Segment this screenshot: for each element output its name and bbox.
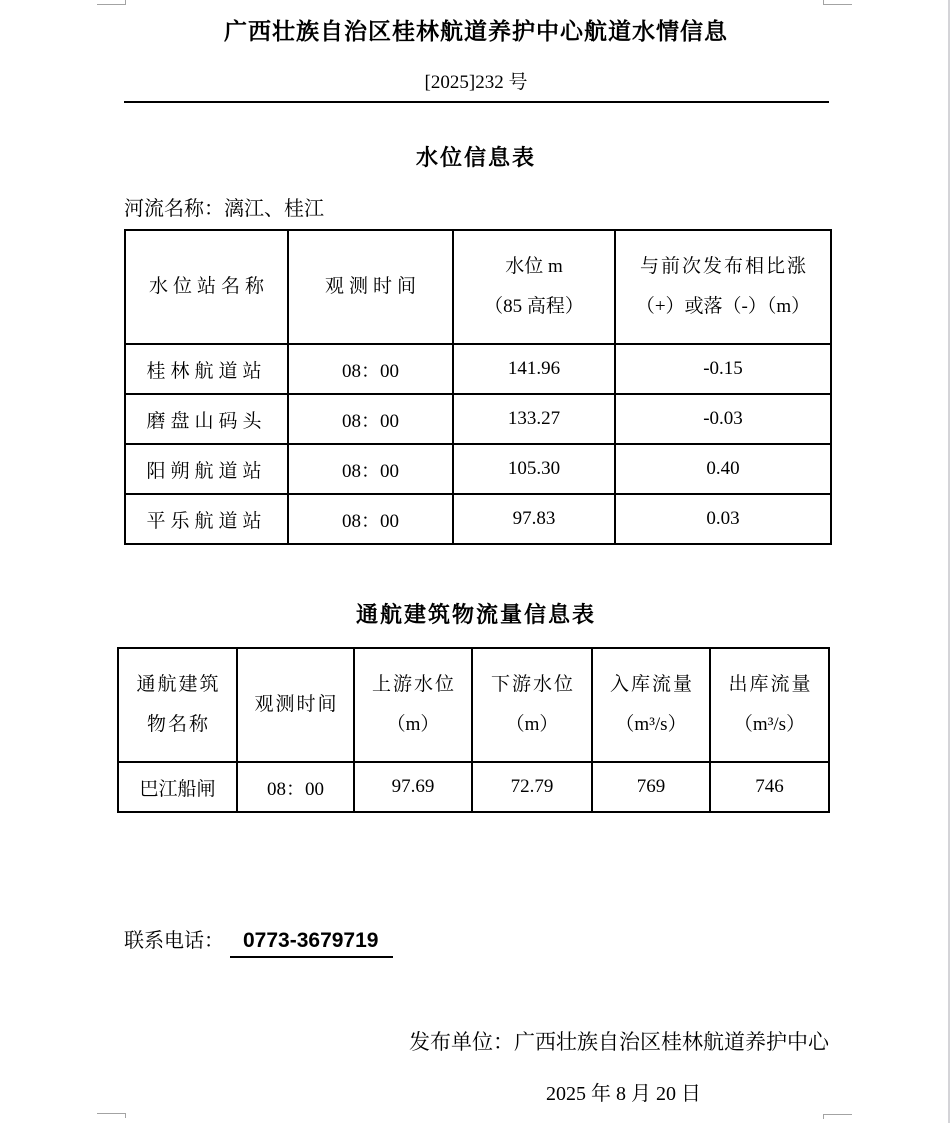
- structure-name-cell: 巴江船闸: [118, 762, 237, 812]
- table-row: [125, 344, 831, 394]
- change-cell: 0.40: [615, 444, 831, 494]
- margin-crop-mark-top-right: [823, 0, 852, 5]
- river-name-line: 河流名称：漓江、桂江: [124, 198, 324, 220]
- station-name-cell: 平乐航道站: [125, 494, 288, 544]
- flow-table-header-row: [118, 648, 829, 762]
- header-inflow: 入库流量 （m³/s）: [592, 648, 710, 762]
- header-water-level: 水位 m （85 高程）: [453, 230, 615, 344]
- time-cell: 08：00: [288, 444, 453, 494]
- water-table-header-row: [125, 230, 831, 344]
- level-cell: 141.96: [453, 344, 615, 394]
- header-station-name: 水位站名称: [125, 230, 288, 344]
- time-cell: 08：00: [288, 344, 453, 394]
- time-cell: 08：00: [237, 762, 354, 812]
- level-cell: 97.83: [453, 494, 615, 544]
- table-row: [125, 444, 831, 494]
- level-cell: 133.27: [453, 394, 615, 444]
- table-row: [125, 394, 831, 444]
- table-row: [118, 762, 829, 812]
- downstream-level-cell: 72.79: [472, 762, 592, 812]
- header-downstream-level: 下游水位 （m）: [472, 648, 592, 762]
- flow-info-table: [117, 647, 830, 813]
- contact-phone-number: 0773-3679719: [230, 929, 393, 958]
- station-name-cell: 阳朔航道站: [125, 444, 288, 494]
- upstream-level-cell: 97.69: [354, 762, 472, 812]
- contact-label: 联系电话：: [124, 930, 224, 952]
- time-cell: 08：00: [288, 494, 453, 544]
- margin-crop-mark-bottom-right: [823, 1114, 852, 1119]
- document-title: 广西壮族自治区桂林航道养护中心航道水情信息: [224, 19, 728, 44]
- water-level-table: [124, 229, 832, 545]
- header-outflow: 出库流量 （m³/s）: [710, 648, 829, 762]
- margin-crop-mark-top-left: [97, 0, 126, 5]
- change-cell: -0.03: [615, 394, 831, 444]
- station-name-cell: 磨盘山码头: [125, 394, 288, 444]
- station-name-cell: 桂林航道站: [125, 344, 288, 394]
- header-observation-time: 观测时间: [237, 648, 354, 762]
- publisher-line: 发布单位：广西壮族自治区桂林航道养护中心: [409, 1030, 829, 1054]
- time-cell: 08：00: [288, 394, 453, 444]
- change-cell: 0.03: [615, 494, 831, 544]
- publish-date: 2025 年 8 月 20 日: [546, 1083, 701, 1105]
- title-divider-line: [124, 101, 829, 103]
- header-change-vs-previous: 与前次发布相比涨 （+）或落（-）（m）: [615, 230, 831, 344]
- change-cell: -0.15: [615, 344, 831, 394]
- level-cell: 105.30: [453, 444, 615, 494]
- inflow-cell: 769: [592, 762, 710, 812]
- water-table-title: 水位信息表: [415, 145, 536, 170]
- document-number: [2025]232 号: [424, 72, 528, 93]
- table-row: [125, 494, 831, 544]
- header-observation-time: 观测时间: [288, 230, 453, 344]
- contact-line: [124, 924, 393, 958]
- header-structure-name: 通航建筑 物名称: [118, 648, 237, 762]
- margin-crop-mark-bottom-left: [97, 1113, 126, 1118]
- flow-table-title: 通航建筑物流量信息表: [355, 602, 596, 627]
- outflow-cell: 746: [710, 762, 829, 812]
- header-upstream-level: 上游水位 （m）: [354, 648, 472, 762]
